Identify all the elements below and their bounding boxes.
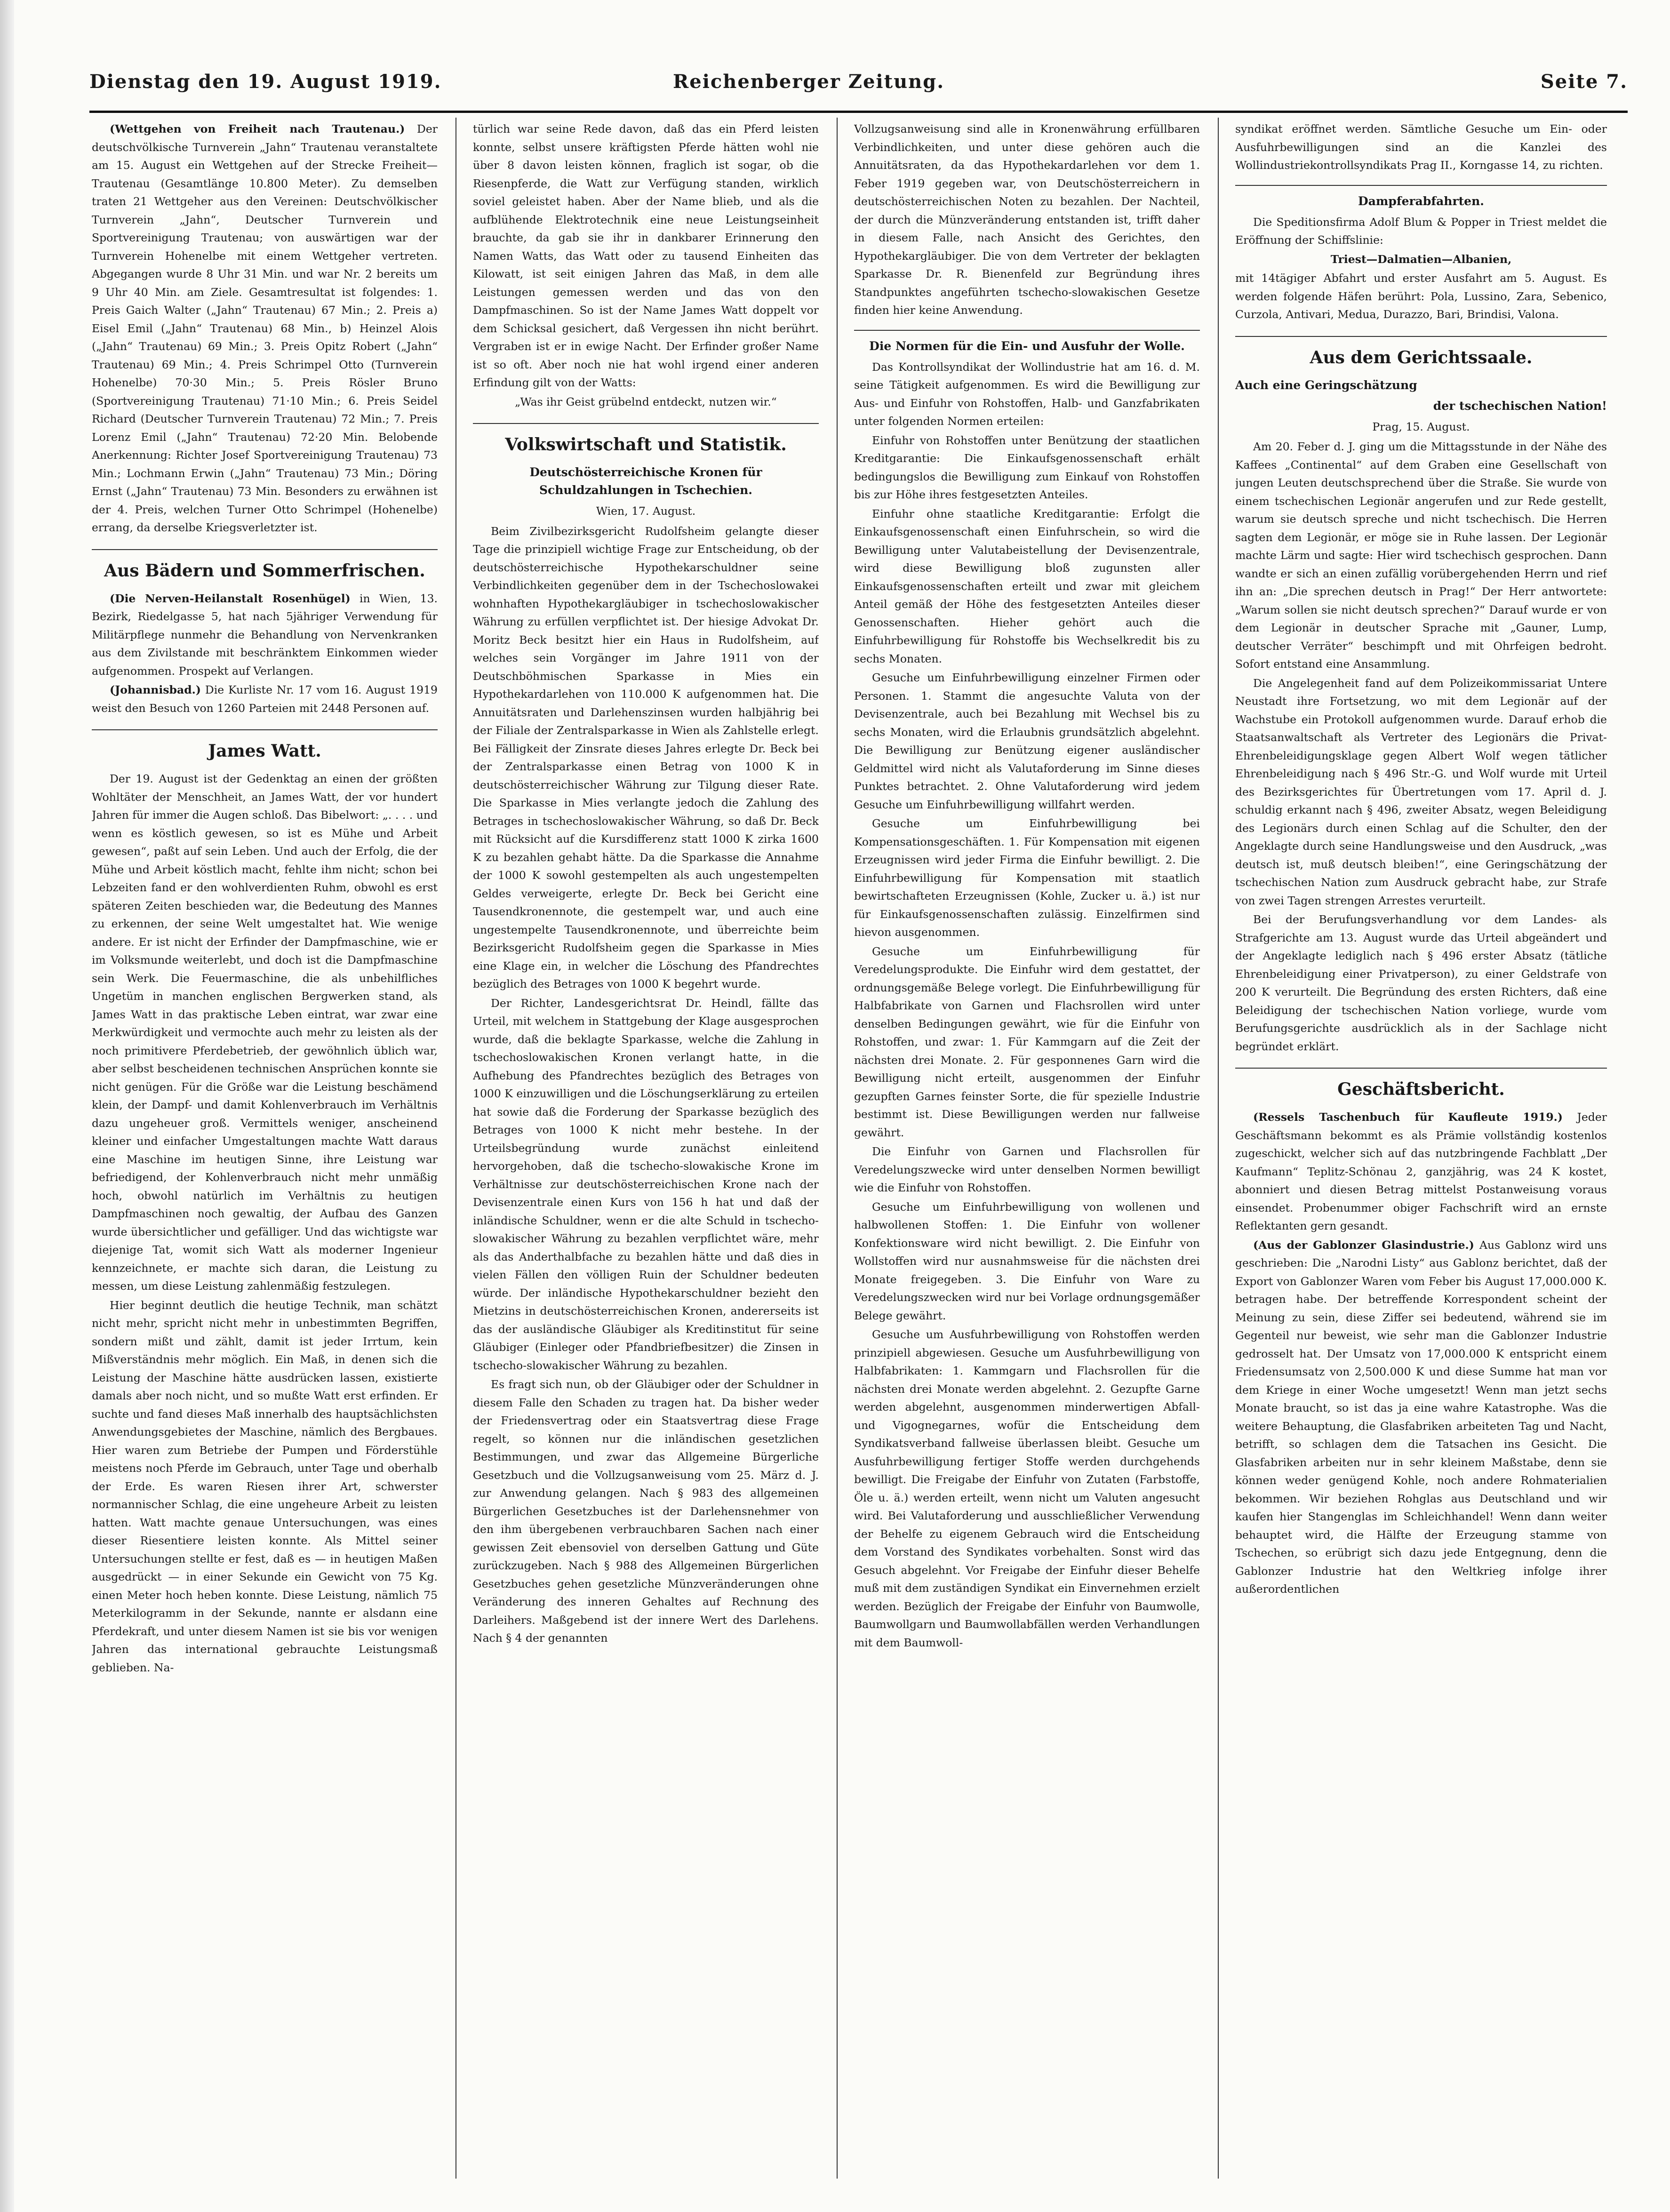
- geschaeft-label: (Aus der Gablonzer Glasindustrie.): [1253, 1238, 1474, 1252]
- watt-paragraph: Der 19. August ist der Gedenktag an einen der größten Wohltäter der Menschheit, an James Watt, der vor hundert Jahren für immer die Augen schloß. Das Bibelwort: „. . . . und wenn es köstlich gewesen, so ist es Mühe und Arbeit gewesen“, paßt auf sein Leben. Und auch der Erfolg, die der Mühe und Arbeit köstlich macht, fehlte ihm nicht; schon bei Lebzeiten fand er den wohlverdienten Ruhm, obwohl es erst späteren Zeiten beschieden war, die Bedeutung des Mannes zu erkennen, der seine Welt umgestaltet hat. Wie wenige andere. Er ist nicht der Erfinder der Dampfmaschine, wie er im Volksmunde weiterlebt, und doch ist die Dampfmaschine sein Werk. Die Feuermaschine, die als unbehilfliches Ungetüm in manchen englischen Bergwerken stand, als James Watt in das praktische Leben eintrat, war zwar eine Merkwürdigkeit und vermochte auch mehr zu leisten als der noch primitivere Pferdebetrieb, der gewöhnlich üblich war, aber selbst bescheidenen technischen Ansprüchen konnte sie nicht genügen. Für die Größe war die Leistung beschämend klein, der Dampf- und damit Kohlenverbrauch im Verhältnis dazu ungeheuer groß. Vermittels weniger, anscheinend kleiner und einfacher Umgestaltungen machte Watt daraus eine Maschine im heutigen Sinne, ihre Leistung war befriedigend, der Kohlenverbrauch nicht mehr unmäßig hoch, obwohl natürlich im Verhältnis zu heutigen Dampfmaschinen noch gewaltig, der Aufbau des Ganzen wurde übersichtlicher und gefälliger. Und das wichtigste war diejenige Tat, womit sich Watt als moderner Ingenieur kennzeichnete, er machte sich daran, die Leistung zu messen, um diese Leistung zahlenmäßig festzulegen.: [92, 772, 438, 1293]
- rosenhuegel-text: in Wien, 13. Bezirk, Riedelgasse 5, hat nach 5jähriger Verwendung für Militärpflege nunmehr die Behandlung von Nervenkranken aus dem Zivilstande mit beschränktem Einkommen wieder aufgenommen. Prospekt auf Verlangen.: [92, 591, 438, 678]
- article-title-dampfer: Dampferabfahrten.: [1235, 185, 1607, 210]
- scan-edge-shadow: [0, 0, 14, 2212]
- dampfer-paragraph: mit 14tägiger Abfahrt und erster Ausfahrt am 5. August. Es werden folgende Häfen berührt: Pola, Lussino, Zara, Sebenico, Curzola, Antivari, Medua, Durazzo, Bari, Brindisi, Valona.: [1235, 272, 1607, 321]
- gericht-paragraph: Die Angelegenheit fand auf dem Polizeikommissariat Untere Neustadt ihre Fortsetzung, wo mit dem Legionär auf der Wachstube ein Protokoll aufgenommen wurde. Darauf erhob die Staatsanwaltschaft als Vertreter des Legionärs die Privat-Ehrenbeleidigungsklage gegen Albert Wolf wegen tätlicher Ehrenbeleidigung nach § 496 Str.-G. und Wolf wurde mit Urteil des Bezirksgerichtes für Übertretungen vom 17. April d. J. schuldig erkannt nach § 496, zweiter Absatz, wegen Beleidigung des Legionärs durch einen Schlag auf die Schulter, den der Angeklagte durch seine Handlungsweise und den Ausdruck, „was deutsch ist, muß deutsch bleiben!“, eine Geringschätzung der tschechischen Nation zum Ausdruck gebracht habe, zur Strafe von zwei Tagen strengen Arrestes verurteilt.: [1235, 676, 1607, 907]
- wolle-paragraph: syndikat eröffnet werden. Sämtliche Gesuche um Ein- oder Ausfuhrbewilligungen sind an die Kanzlei des Wollindustriekontrollsyndikats Prag II., Korngasse 14, zu richten.: [1235, 122, 1607, 172]
- wolle-paragraph: Einfuhr ohne staatliche Kreditgarantie: Erfolgt die Einkaufsgenossenschaft einen Einfuhrschein, so wird die Bewilligung unter Valutabeistellung der Devisenzentrale, wird diese Bewilligung bloß zugunsten aller Einkaufsgenossenschaften erteilt und zwar mit gleichem Anteil gemäß der Höhe des festgesetzten Anteiles dieser Genossenschaften. Hieher gehört auch die Einfuhrbewilligung für Rohstoffe bis Wechselkredit bis zu sechs Monaten.: [854, 507, 1200, 665]
- watt-paragraph: türlich war seine Rede davon, daß das ein Pferd leisten konnte, selbst unsere kräftigsten Pferde hätten wohl nie über 8 davon leisten können, fraglich ist sogar, ob die Riesenpferde, die Watt zur Verfügung standen, wirklich soviel geleistet haben. Aber der Name blieb, und als die aufblühende Elektrotechnik eine neue Leistungseinheit brauchte, da gab sie ihr in dankbarer Erinnerung den Namen Watts, das Watt oder zu tausend Einheiten das Kilowatt, ist seit einigen Jahren das Maß, in dem alle Leistungen gemessen werden und das von den Dampfmaschinen. So ist der Name James Watt doppelt vor dem Schicksal gesichert, daß Vergessen ihn nicht berührt. Vergraben ist er in ewige Nacht. Der Erfinder großer Name ist so oft. Aber noch nie hat wohl irgend einer anderen Erfindung gilt von der Watts:: [473, 122, 819, 389]
- dampfer-paragraph: Die Speditionsfirma Adolf Blum & Popper in Triest meldet die Eröffnung der Schiffslinie:: [1235, 215, 1607, 247]
- johannisbad-label: (Johannisbad.): [110, 683, 201, 696]
- geschaeft-text: Jeder Geschäftsmann bekommt es als Prämie vollständig kostenlos zugeschickt, welcher sich auf das nutzbringende Fachblatt „Der Kaufmann“ Teplitz-Schönau 2, ganzjährig, was 24 K kostet, abonniert und diesen Betrag mittelst Postanweisung voraus einsendet. Probenummer obiger Fachschrift wird an ernste Reflektanten gern gesandt.: [1235, 1110, 1607, 1232]
- kronen-paragraph: Es fragt sich nun, ob der Gläubiger oder der Schuldner in diesem Falle den Schaden zu tragen hat. Da bisher weder der Friedensvertrag oder ein Staatsvertrag diese Frage regelt, so können nur die inländischen gesetzlichen Bestimmungen, und zwar das Allgemeine Bürgerliche Gesetzbuch und die Vollzugsanweisung vom 25. März d. J. zur Anwendung gelangen. Nach § 983 des allgemeinen Bürgerlichen Gesetzbuches ist der Darlehensnehmer von den ihm übergebenen verbrauchbaren Sachen nach einer gewissen Zeit ebensoviel von derselben Gattung und Güte zurückzugeben. Nach § 988 des Allgemeinen Bürgerlichen Gesetzbuches gehen gesetzliche Münzveränderungen ohne Veränderung des inneren Gehaltes auf Rechnung des Darleihers. Maßgebend ist der innere Wert des Darlehens. Nach § 4 der genannten: [473, 1378, 819, 1645]
- article-title-wolle: Die Normen für die Ein- und Ausfuhr der Wolle.: [854, 330, 1200, 355]
- gericht-paragraph: Am 20. Feber d. J. ging um die Mittagsstunde in der Nähe des Kaffees „Continental“ auf dem Graben eine Gesellschaft von jungen Leuten deutschsprechend über die Straße. Sie wurde von einem tschechischen Legionär angerufen und zur Rede gestellt, warum sie deutsch spreche und nicht tschechisch. Die Herren sagten dem Legionär, er möge sie in Ruhe lassen. Der Legionär machte Lärm und sagte: Hier wird tschechisch gesprochen. Dann wandte er sich an einen zufällig vorübergehenden Herrn und rief ihn an: „Die sprechen deutsch in Prag!“ Der Herr antwortete: „Warum sollen sie nicht deutsch sprechen?“ Darauf wurde er von dem Legionär in deutscher Sprache mit „Gauner, Lump, deutscher Verräter“ beschimpft und mit Ohrfeigen bedroht. Sofort entstand eine Ansammlung.: [1235, 440, 1607, 671]
- newspaper-title: Reichenberger Zeitung.: [673, 71, 945, 93]
- geschaeft-label: (Ressels Taschenbuch für Kaufleute 1919.): [1253, 1110, 1563, 1124]
- column-4: [1235, 120, 1607, 2172]
- watt-verse: „Was ihr Geist grübelnd entdeckt, nutzen wir.“: [515, 395, 777, 408]
- column-rule: [837, 118, 838, 2179]
- rosenhuegel-paragraph: [92, 590, 438, 680]
- kronen-paragraph: Der Richter, Landesgerichtsrat Dr. Heindl, fällte das Urteil, mit welchem in Stattgebung der Klage ausgesprochen wurde, daß die beklagte Sparkasse, welche die Zahlung in tschechoslowakischen Kronen verlangt hatte, in die Aufhebung des Pfandrechtes bezüglich des Betrages von 1000 K einzuwilligen und die Löschungserklärung zu erteilen hat sowie daß die Forderung der Sparkasse bezüglich des Betrages von 1000 K nicht mehr bestehe. In der Urteilsbegründung wurde zunächst einleitend hervorgehoben, daß die tschecho-slowakische Krone im Verhältnisse zur deutschösterreichischen Krone nach der Devisenzentrale einen Kurs von 156 h hat und daß der inländische Schuldner, wenn er die alte Schuld in tschecho-slowakischer Währung zu bezahlen verpflichtet wäre, mehr als das Anderthalbfache zu bezahlen hätte und daß dies in vielen Fällen den völligen Ruin der Schuldner bedeuten würde. Der inländische Hypothekarschuldner bezieht den Mietzins in deutschösterreichischen Kronen, andererseits ist das der ausländische Gläubiger als Kreditinstitut für seine Gläubiger (Einleger oder Pfandbriefbesitzer) die Zinsen in tschecho-slowakischer Währung zu bezahlen.: [473, 996, 819, 1372]
- dateline: Wien, 17. August.: [596, 504, 696, 518]
- wolle-paragraph: Die Einfuhr von Garnen und Flachsrollen für Veredelungszwecke wird unter denselben Normen bewilligt wie die Einfuhr von Rohstoffen.: [854, 1145, 1200, 1194]
- section-title-volkswirtschaft: Volkswirtschaft und Statistik.: [473, 423, 819, 457]
- column-1: [92, 120, 438, 2172]
- section-title-geschaeftsbericht: Geschäftsbericht.: [1235, 1068, 1607, 1102]
- geschaeft-text: Aus Gablonz wird uns geschrieben: Die „Narodni Listy“ aus Gablonz berichtet, daß der Export von Gablonzer Waren vom Feber bis August 17,000.000 K. betragen habe. Der betreffende Korrespondent scheint der Meinung zu sein, diese Ziffer sei bedeutend, während sie im Gegenteil nur beweist, wie sehr man die Gablonzer Industrie gedrosselt hat. Der Umsatz von 17,000.000 K entspricht einem Friedensumsatz von 2,500.000 K und diese Summe hat man vor dem Kriege in einer Woche umgesetzt! Wenn man jetzt sechs Monate braucht, so ist das ja eine wahre Katastrophe. Was die weitere Behauptung, die Glasfabriken arbeiteten Tag und Nacht, betrifft, so schlagen dem die Tatsachen ins Gesicht. Die Glasfabriken arbeiten nur in sehr kleinem Maßstabe, denn sie können weder genügend Kohle, noch andere Rohmaterialien bekommen. Wir beziehen Rohglas aus Deutschland und wir kaufen hier Stangenglas im Schleichhandel! Wenn dann weiter behauptet wird, die Hälfte der Erzeugung stamme von Tschechen, so erübrigt sich dazu jede Entgegnung, denn die Gablonzer Industrie hat den Weltkrieg infolge ihrer außerordentlichen: [1235, 1238, 1607, 1596]
- dateline: Prag, 15. August.: [1372, 420, 1470, 433]
- wettgehen-label: (Wettgehen von Freiheit nach Trautenau.): [110, 122, 405, 136]
- johannisbad-text: Die Kurliste Nr. 17 vom 16. August 1919 weist den Besuch von 1260 Parteien mit 2448 Personen auf.: [92, 683, 438, 715]
- header-rule: [89, 111, 1628, 113]
- wolle-paragraph: Gesuche um Einfuhrbewilligung von wollenen und halbwollenen Stoffen: 1. Die Einfuhr von wollener Konfektionsware wird nicht bewilligt. 2. Die Einfuhr von Wollstoffen wird nur ausnahmsweise für die nächsten drei Monate freigegeben. 3. Die Einfuhr von Ware zu Veredelungszwecken wird nur bei Vorlage ordnungsgemäßer Belege gewährt.: [854, 1200, 1200, 1322]
- section-title-james-watt: James Watt.: [92, 729, 438, 763]
- watt-paragraph: Hier beginnt deutlich die heutige Technik, man schätzt nicht mehr, spricht nicht mehr in unbestimmten Begriffen, sondern mißt und zählt, damit ist jeder Irrtum, kein Mißverständnis mehr möglich. Ein Maß, in denen sich die Leistung der Maschine hätte ausdrücken lassen, existierte damals aber noch nicht, und so mußte Watt erst erfinden. Er suchte und fand dieses Maß innerhalb des hauptsächlichsten Anwendungsgebietes der Maschine, nämlich des Bergbaues. Hier waren zum Betriebe der Pumpen und Förderstühle meistens noch Pferde im Gebrauch, unter Tage und oberhalb der Erde. Es waren Riesen ihrer Art, schwerster normannischer Schlag, die eine ungeheure Arbeit zu leisten hatten. Watt machte genaue Untersuchungen, was eines dieser Riesentiere leisten konnte. Als Mittel seiner Untersuchungen stellte er fest, daß es — in heutigen Maßen ausgedrückt — in einer Sekunde ein Gewicht von 75 Kg. einen Meter hoch heben konnte. Diese Leistung, nämlich 75 Meterkilogramm in der Sekunde, nannte er alsdann eine Pferdekraft, und unter diesem Namen ist sie bis vor wenigen Jahren das international gebrauchte Leistungsmaß geblieben. Na-: [92, 1298, 438, 1674]
- article-subtitle-nation: der tschechischen Nation!: [1433, 399, 1607, 413]
- wolle-paragraph: Gesuche um Einfuhrbewilligung für Veredelungsprodukte. Die Einfuhr wird dem gestattet, der ordnungsgemäße Belege vorlegt. Die Einfuhrbewilligung für Halbfabrikate von Garnen und Flachsrollen wird unter denselben Bedingungen gewährt, wie für die Einfuhr von Rohstoffen, und zwar: 1. Für Kammgarn auf die Zeit der nächsten drei Monate. 2. Für gesponnenes Garn wird die Bewilligung nicht erteilt, ausgenommen der Einfuhr gezupften Garnes feinster Sorte, die für spezielle Industrie bestimmt ist. Diese Bewilligungen werden nur fallweise gewährt.: [854, 944, 1200, 1139]
- column-rule: [455, 118, 456, 2179]
- gericht-paragraph: Bei der Berufungsverhandlung vor dem Landes- als Strafgerichte am 13. August wurde das Urteil abgeändert und der Angeklagte lediglich nach § 496 erster Absatz (tätliche Ehrenbeleidigung einer Privatperson), zu einer Geldstrafe von 200 K verurteilt. Die Begründung des ersten Richters, daß eine Beleidigung der tschechischen Nation vorliege, wurde vom Berufungsgerichte ausdrücklich als in der Sachlage nicht begründet erklärt.: [1235, 913, 1607, 1053]
- article-title-geringschaetzung: Auch eine Geringschätzung: [1235, 378, 1417, 392]
- wettgehen-text: Der deutschvölkische Turnverein „Jahn“ Trautenau veranstaltete am 15. August ein Wettgehen auf der Strecke Freiheit—Trautenau (Gesamtlänge 10.800 Meter). Zu demselben traten 21 Wettgeher aus den Vereinen: Deutschvölkischer Turnverein „Jahn“, Deutscher Turnverein und Sportvereinigung Trautenau; von auswärtigen war der Turnverein Hohenelbe mit einem Wettgeher vertreten. Abgegangen wurde 8 Uhr 31 Min. und war Nr. 2 bereits um 9 Uhr 40 Min. am Ziele. Gesamtresultat ist folgendes: 1. Preis Gaich Walter („Jahn“ Trautenau) 67 Min.; 2. Preis a) Eisel Emil („Jahn“ Trautenau) 68 Min., b) Heinzel Alois („Jahn“ Trautenau) 69 Min.; 3. Preis Opitz Robert („Jahn“ Trautenau) 69 Min.; 4. Preis Schrimpel Otto (Turnverein Hohenelbe) 70·30 Min.; 5. Preis Rösler Bruno (Sportvereinigung Trautenau) 71·10 Min.; 6. Preis Seidel Richard (Deutscher Turnverein Trautenau) 72 Min.; 7. Preis Lorenz Emil („Jahn“ Trautenau) 72·20 Min. Belobende Anerkennung: Richter Josef Sportvereinigung Trautenau) 73 Min.; Lochmann Erwin („Jahn“ Trautenau) 73 Min.; Döring Ernst („Jahn“ Trautenau) 73 Min. Besonders zu erwähnen ist der 4. Preis, welchen Turner Otto Schrimpel (Hohenelbe) errang, da derselbe Kriegsverletzter ist.: [92, 122, 438, 534]
- rosenhuegel-label: (Die Nerven-Heilanstalt Rosenhügel): [110, 591, 351, 605]
- wolle-paragraph: Gesuche um Einfuhrbewilligung bei Kompensationsgeschäften. 1. Für Kompensation mit eigenen Erzeugnissen wird jeder Firma die Einfuhr bewilligt. 2. Die Einfuhrbewilligung für Kompensation mit staatlich bewirtschafteten Erzeugnissen (Kohle, Zucker u. ä.) ist nur für Einkaufsgenossenschaften zulässig. Einzelfirmen sind hievon ausgenommen.: [854, 817, 1200, 939]
- dampfer-route: Triest—Dalmatien—Albanien,: [1330, 252, 1512, 266]
- geschaeft-paragraph: [1235, 1108, 1607, 1235]
- wolle-paragraph: Gesuche um Einfuhrbewilligung einzelner Firmen oder Personen. 1. Stammt die angesuchte Valuta von der Devisenzentrale, auch bei Bezahlung mit Wechsel bis zu sechs Monaten, wird die Erlaubnis grundsätzlich abgelehnt. Die Bewilligung zur Benützung eigener ausländischer Geldmittel wird nicht als Valutaforderung im Sinne dieses Punktes betrachtet. 2. Ohne Valutaforderung wird jedem Gesuche um Einfuhrbewilligung willfahrt werden.: [854, 671, 1200, 811]
- header-date: Dienstag den 19. August 1919.: [89, 71, 442, 93]
- article-title-kronen: Deutschösterreichische Kronen für Schuldzahlungen in Tschechien.: [529, 465, 762, 497]
- kronen-paragraph: Beim Zivilbezirksgericht Rudolfsheim gelangte dieser Tage die prinzipiell wichtige Frage zur Entscheidung, ob der deutschösterreichische Hypothekarschuldner seine Verbindlichkeiten gegenüber dem in der Tschechoslowakei wohnhaften Hypothekargläubiger in tschechoslowakischer Währung zu erfüllen verpflichtet ist. Der hiesige Advokat Dr. Moritz Beck besitzt hier ein Haus in Rudolfsheim, auf welches sein Vorgänger im Jahre 1911 von der Deutschböhmischen Sparkasse in Mies ein Hypothekardarlehen von 110.000 K aufgenommen hat. Die Annuitätsraten und Darlehenszinsen wurden halbjährig bei der Filiale der Zentralsparkasse in Wien als Zahlstelle erlegt. Bei Fälligkeit der Zinsrate dieses Jahres erlegte Dr. Beck bei der Zentralsparkasse einen Betrag von 1000 K in deutschösterreichischer Währung zur Tilgung dieser Rate. Die Sparkasse in Mies verlangte jedoch die Zahlung des Betrages in tschechoslowakischer Währung, so daß Dr. Beck mit Rücksicht auf die Kursdifferenz statt 1000 K zirka 1600 K zu bezahlen gehabt hätte. Da die Sparkasse die Annahme der 1000 K sowohl gestempelten als auch ungestempelten Geldes verweigerte, erlegte Dr. Beck bei Gericht eine Tausendkronennote, die gestempelt war, und auch eine ungestempelte Tausendkronennote, und überreichte beim Bezirksgericht Rudolfsheim gegen die Sparkasse in Mies eine Klage ein, in welcher die Löschung des Pfandrechtes bezüglich des Betrages von 1000 K begehrt wurde.: [473, 524, 819, 990]
- geschaeft-paragraph: [1235, 1236, 1607, 1598]
- wolle-paragraph: Gesuche um Ausfuhrbewilligung von Rohstoffen werden prinzipiell abgewiesen. Gesuche um Ausfuhrbewilligung von Halbfabrikaten: 1. Kammgarn und Flachsrollen für die nächsten drei Monate werden abgelehnt. 2. Gezupfte Garne werden abgelehnt, ausgenommen minderwertigen Abfall- und Vigognegarnes, wofür die Entscheidung dem Syndikatsverband fallweise überlassen bleibt. Gesuche um Ausfuhrbewilligung fertiger Stoffe werden durchgehends bewilligt. Die Freigabe der Einfuhr von Zutaten (Farbstoffe, Öle u. ä.) werden erteilt, wenn nicht um Valuten angesucht wird. Bei Valutaforderung und ausschließlicher Verwendung der Behelfe zu eigenem Gebrauch wird die Entscheidung dem Vorstand des Syndikates vorbehalten. Sonst wird das Gesuch abgelehnt. Vor Freigabe der Einfuhr dieser Behelfe muß mit dem zuständigen Syndikat ein Einvernehmen erzielt werden. Bezüglich der Freigabe der Einfuhr von Baumwolle, Baumwollgarn und Baumwollabfällen werden Verhandlungen mit dem Baumwoll-: [854, 1328, 1200, 1649]
- running-head: [89, 71, 1628, 104]
- column-rule: [1218, 118, 1219, 2179]
- section-title-baeder: Aus Bädern und Sommerfrischen.: [92, 549, 438, 583]
- wolle-paragraph: Das Kontrollsyndikat der Wollindustrie hat am 16. d. M. seine Tätigkeit aufgenommen. Es wird die Bewilligung zur Aus- und Einfuhr von Rohstoffen, Halb- und Ganzfabrikaten unter folgenden Normen erteilen:: [854, 360, 1200, 428]
- wettgehen-paragraph: [92, 120, 438, 537]
- kronen-paragraph: Vollzugsanweisung sind alle in Kronenwährung erfüllbaren Verbindlichkeiten, und unter diese gehören auch die Annuitätsraten, da das Hypothekardarlehen vor dem 1. Feber 1919 gegeben war, von Deutschösterreichern in deutschösterreichischen Noten zu bezahlen. Der Nachteil, der durch die Münzveränderung entstanden ist, trifft daher in diesem Falle, nach Ansicht des Gerichtes, den Hypothekargläubiger. Die von dem Vertreter der beklagten Sparkasse Dr. R. Bienenfeld zur Begründung ihres Standpunktes angeführten tschecho-slowakischen Gesetze finden hier keine Anwendung.: [854, 122, 1200, 317]
- page-number: Seite 7.: [1540, 71, 1628, 93]
- column-3: [854, 120, 1200, 2172]
- column-2: [473, 120, 819, 2172]
- johannisbad-paragraph: [92, 681, 438, 717]
- wolle-paragraph: Einfuhr von Rohstoffen unter Benützung der staatlichen Kreditgarantie: Die Einkaufsgenossenschaft erhält bedingungslos die Bewilligung zum Einkauf von Rohstoffen bis zur Höhe ihres festgesetzten Anteiles.: [854, 433, 1200, 501]
- section-title-gerichtssaal: Aus dem Gerichtssaale.: [1235, 336, 1607, 370]
